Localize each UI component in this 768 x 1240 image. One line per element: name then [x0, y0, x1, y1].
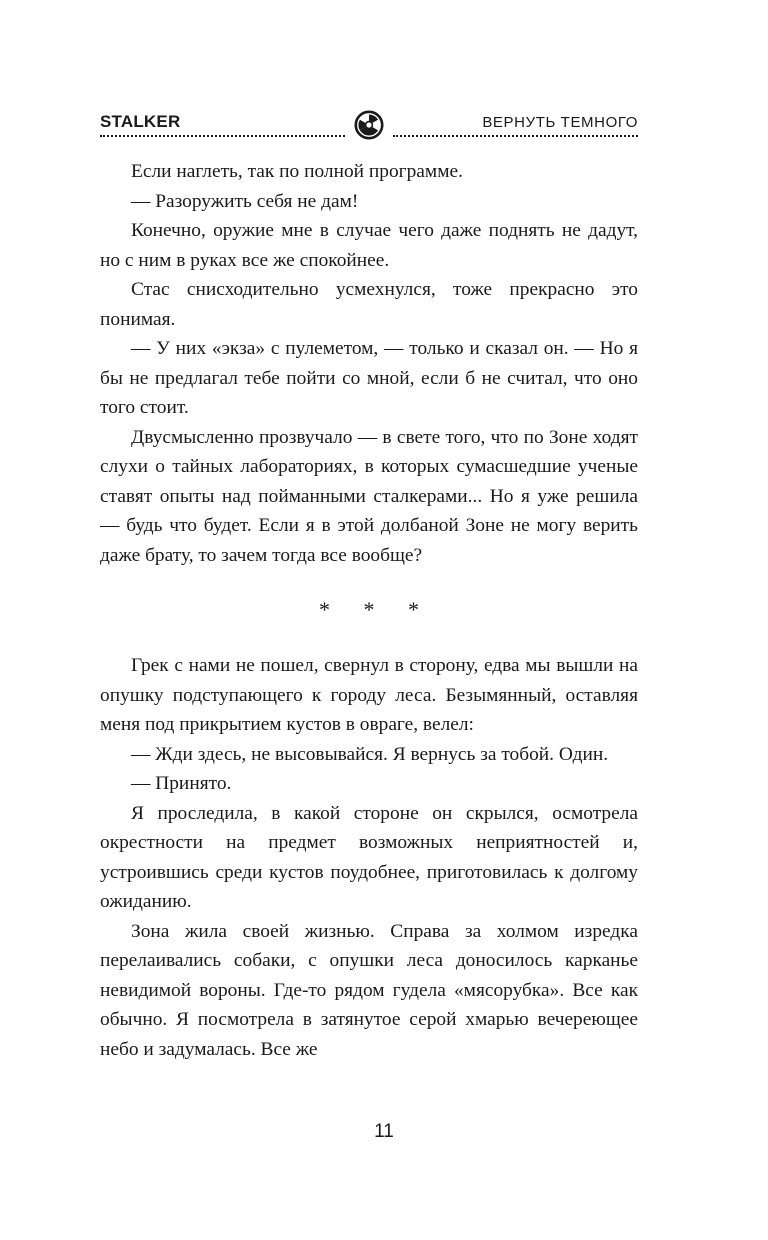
- paragraph: — Жди здесь, не высовывайся. Я вернусь за тобой. Один.: [131, 743, 609, 765]
- paragraph: — Разоружить себя не дам!: [131, 190, 359, 212]
- paragraph: Конечно, оружие мне в случае чего даже поднять не дадут, но с ним в руках все же спокойнее.: [100, 220, 638, 271]
- page-body: [100, 157, 638, 1064]
- paragraph: Стас снисходительно усмехнулся, тоже прекрасно это понимая.: [100, 279, 638, 330]
- paragraph: — У них «экза» с пулеметом, — только и сказал он. — Но я бы не предлагал тебе пойти со мной, если б не считал, что оно того стоит.: [100, 338, 638, 418]
- paragraph: Я проследила, в какой стороне он скрылся, осмотрела окрестности на предмет возможных неприятностей и, устроившись среди кустов поудобнее, приготовилась к долгому ожиданию.: [100, 802, 638, 912]
- paragraph: Двусмысленно прозвучало — в свете того, что по Зоне ходят слухи о тайных лабораториях, в которых сумасшедшие ученые ставят опыты над пойманными сталкерами... Но я уже решила — будь что будет. Если я в этой долбаной Зоне не могу верить даже брату, то зачем тогда все вообще?: [100, 426, 638, 566]
- running-header: [100, 106, 638, 140]
- radiation-hazard-icon: [354, 110, 384, 140]
- series-title: STALKER: [100, 112, 181, 131]
- book-title: ВЕРНУТЬ ТЕМНОГО: [482, 114, 638, 131]
- section-separator: * * *: [319, 597, 419, 622]
- dotted-rule-left: [100, 135, 345, 137]
- paragraph: Зона жила своей жизнью. Справа за холмом изредка перелаивались собаки, с опушки леса доносилось карканье невидимой вороны. Где-то рядом гудела «мясорубка». Все как обычно. Я посмотрела в затянутое серой хмарью вечереющее небо и задумалась. Все же: [100, 920, 638, 1060]
- paragraph: Если наглеть, так по полной программе.: [131, 161, 463, 182]
- dotted-rule-right: [393, 135, 638, 137]
- paragraph: Грек с нами не пошел, свернул в сторону, едва мы вышли на опушку подступающего к городу леса. Безымянный, оставляя меня под прикрытием кустов в овраге, велел:: [100, 655, 638, 735]
- page-number: 11: [374, 1121, 394, 1142]
- paragraph: — Принято.: [131, 773, 232, 794]
